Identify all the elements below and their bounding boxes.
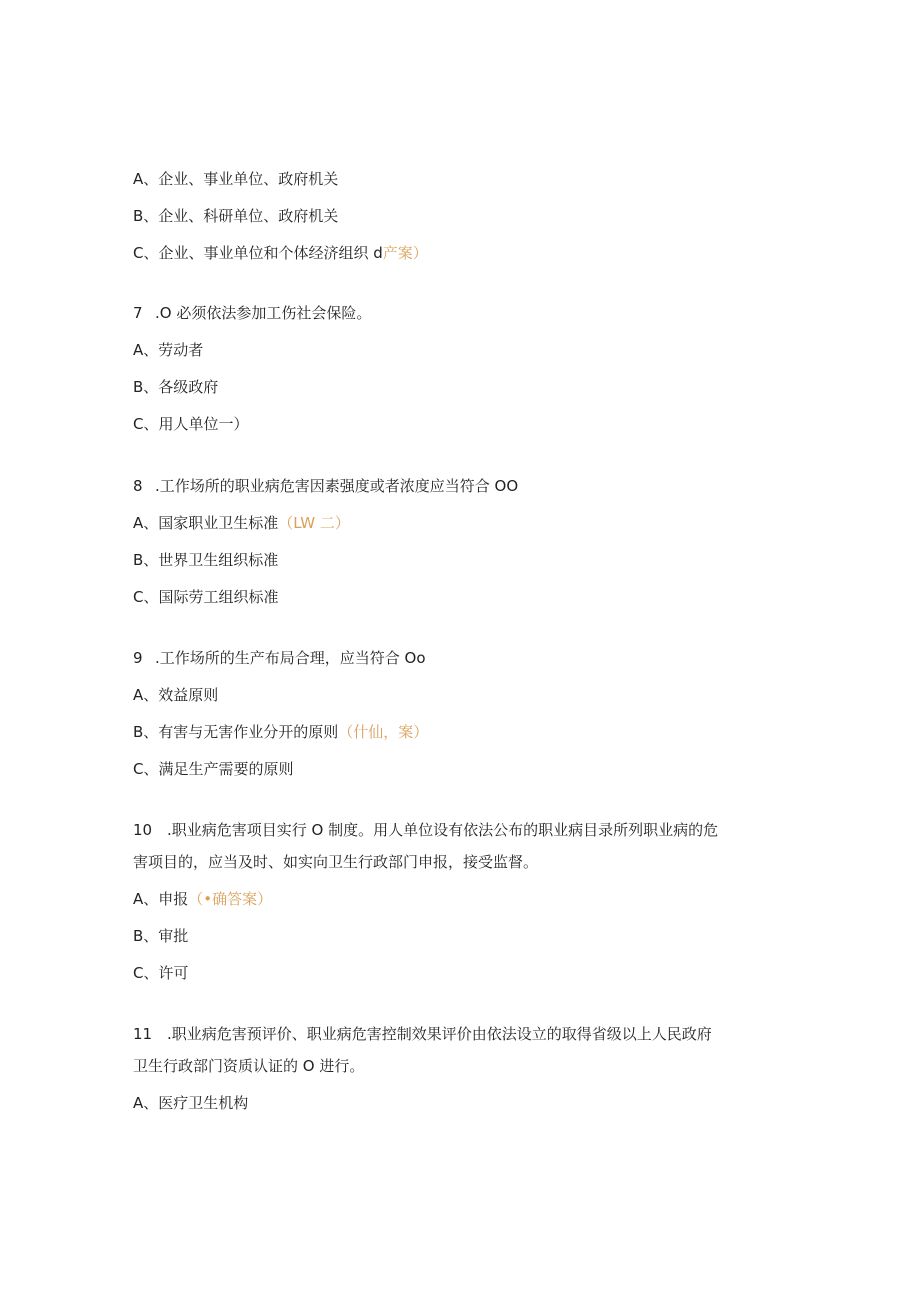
option-text: A、劳动者 [133, 341, 204, 359]
option-text: A、医疗卫生机构 [133, 1094, 249, 1112]
option-q8-c [133, 587, 278, 607]
question-number: 9 [133, 649, 143, 667]
question-text: .工作场所的生产布局合理，应当符合 Oo [155, 649, 426, 667]
question-number: 11 [133, 1025, 153, 1043]
option-text: A、企业、事业单位、政府机关 [133, 170, 339, 188]
question-text: .工作场所的职业病危害因素强度或者浓度应当符合 OO [155, 477, 519, 495]
option-q7-a [133, 340, 203, 360]
question-text: .职业病危害预评价、职业病危害控制效果评价由依法设立的取得省级以上人民政府 [167, 1025, 712, 1043]
question-10-continued [133, 852, 538, 872]
answer-note: （什仙，案） [338, 723, 429, 741]
option-q10-b [133, 926, 188, 946]
question-number: 10 [133, 821, 153, 839]
option-q9-b [133, 722, 428, 742]
option-text: B、各级政府 [133, 378, 219, 396]
question-text: 害项目的，应当及时、如实向卫生行政部门申报，接受监督。 [133, 853, 539, 871]
option-q10-c [133, 963, 188, 983]
option-text: C、满足生产需要的原则 [133, 760, 294, 778]
option-q9-c [133, 759, 293, 779]
option-q8-b [133, 550, 278, 570]
option-text: C、用人单位一） [133, 415, 249, 433]
option-q7-b [133, 377, 218, 397]
option-q11-a [133, 1093, 248, 1113]
answer-note: （•确答案） [188, 890, 273, 908]
option-q6-a [133, 169, 338, 189]
question-7 [133, 303, 371, 323]
question-11-continued [133, 1056, 364, 1076]
option-q9-a [133, 685, 218, 705]
question-number: 8 [133, 477, 143, 495]
question-11 [133, 1024, 712, 1044]
option-q10-a [133, 889, 272, 909]
option-text: C、国际劳工组织标准 [133, 588, 279, 606]
option-q8-a [133, 513, 350, 533]
answer-note: 产案） [382, 244, 428, 262]
option-text: B、世界卫生组织标准 [133, 551, 279, 569]
question-8 [133, 476, 518, 496]
option-q7-c [133, 414, 248, 434]
option-text: B、企业、科研单位、政府机关 [133, 207, 339, 225]
option-q6-b [133, 206, 338, 226]
question-number: 7 [133, 304, 143, 322]
option-text: B、有害与无害作业分开的原则 [133, 723, 339, 741]
question-text: .O 必须依法参加工伤社会保险。 [155, 304, 372, 322]
option-text: C、许可 [133, 964, 189, 982]
question-text: .职业病危害项目实行 O 制度。用人单位设有依法公布的职业病目录所列职业病的危 [167, 821, 719, 839]
option-text: A、效益原则 [133, 686, 219, 704]
question-text: 卫生行政部门资质认证的 O 进行。 [133, 1057, 365, 1075]
option-text: A、国家职业卫生标准 [133, 514, 279, 532]
option-q6-c [133, 243, 428, 263]
option-text: A、申报 [133, 890, 189, 908]
answer-note: （LW 二） [278, 514, 350, 532]
question-9 [133, 648, 426, 668]
option-text: B、审批 [133, 927, 189, 945]
question-10 [133, 820, 718, 840]
option-text: C、企业、事业单位和个体经济组织 d [133, 244, 383, 262]
